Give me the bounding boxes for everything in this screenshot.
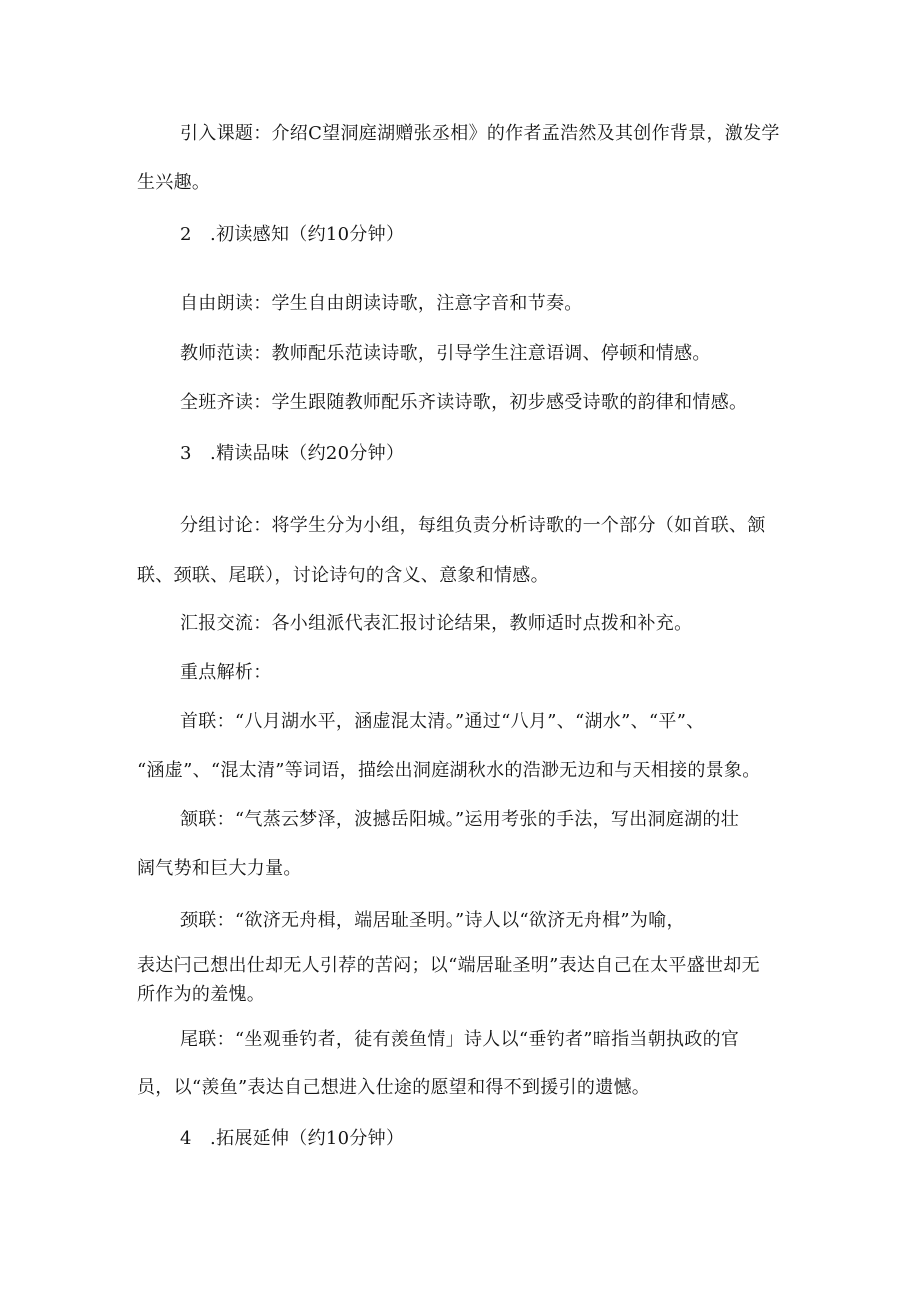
section-3-heading: 3 .精读品味（约20分钟） (180, 443, 405, 464)
section-4-heading: 4 .拓展延伸（约10分钟） (180, 1128, 405, 1149)
free-reading-paragraph: 自由朗读：学生自由朗读诗歌，注意字音和节奏。 (180, 293, 583, 314)
third-couplet-line-1: 颈联：“欲济无舟楫，端居耻圣明。”诗人以“欲济无舟楫”为喻， (180, 910, 685, 931)
teacher-reading-paragraph: 教师范读：教师配乐范读诗歌，引导学生注意语调、停顿和情感。 (180, 343, 711, 364)
key-analysis-label: 重点解析： (180, 662, 272, 683)
group-discussion-line-1: 分组讨论：将学生分为小组，每组负责分析诗歌的一个部分（如首联、颔 (180, 515, 766, 536)
group-discussion-line-2: 联、颈联、尾联），讨论诗句的含义、意象和情感。 (137, 565, 549, 586)
last-couplet-line-2: 员，以“羡鱼”表达自己想进入仕途的愿望和得不到援引的遗憾。 (137, 1077, 651, 1098)
first-couplet-line-1: 首联：“八月湖水平，涵虚混太清。”通过“八月”、“湖水”、“平”、 (180, 711, 705, 732)
class-reading-paragraph: 全班齐读：学生跟随教师配乐齐读诗歌，初步感受诗歌的韵律和情感。 (180, 392, 748, 413)
third-couplet-line-2: 表达闩己想出仕却无人引荐的苦闷；以“端居耻圣明”表达自己在太平盛世却无 (137, 955, 760, 976)
intro-paragraph-line-2: 生兴趣。 (137, 172, 211, 193)
section-2-heading: 2 .初读感知（约10分钟） (180, 224, 405, 245)
last-couplet-line-1: 尾联：“坐观垂钓者，徒有羡鱼情」诗人以“垂钓者”暗指当朝执政的官 (180, 1029, 740, 1050)
report-exchange-paragraph: 汇报交流：各小组派代表汇报讨论结果，教师适时点拨和补充。 (180, 613, 693, 634)
intro-paragraph-line-1: 引入课题：介绍C望洞庭湖赠张丞相》的作者孟浩然及其创作背景，激发学 (180, 123, 780, 144)
third-couplet-line-3: 所作为的羞愧。 (137, 984, 266, 1005)
second-couplet-line-2: 阔气势和巨大力量。 (137, 858, 302, 879)
first-couplet-line-2: “涵虚”、“混太清”等词语，描绘出洞庭湖秋水的浩渺无边和与天相接的景象。 (137, 760, 761, 781)
second-couplet-line-1: 颔联：“气蒸云梦泽，波撼岳阳城。”运用考张的手法，写出洞庭湖的壮 (180, 809, 740, 830)
